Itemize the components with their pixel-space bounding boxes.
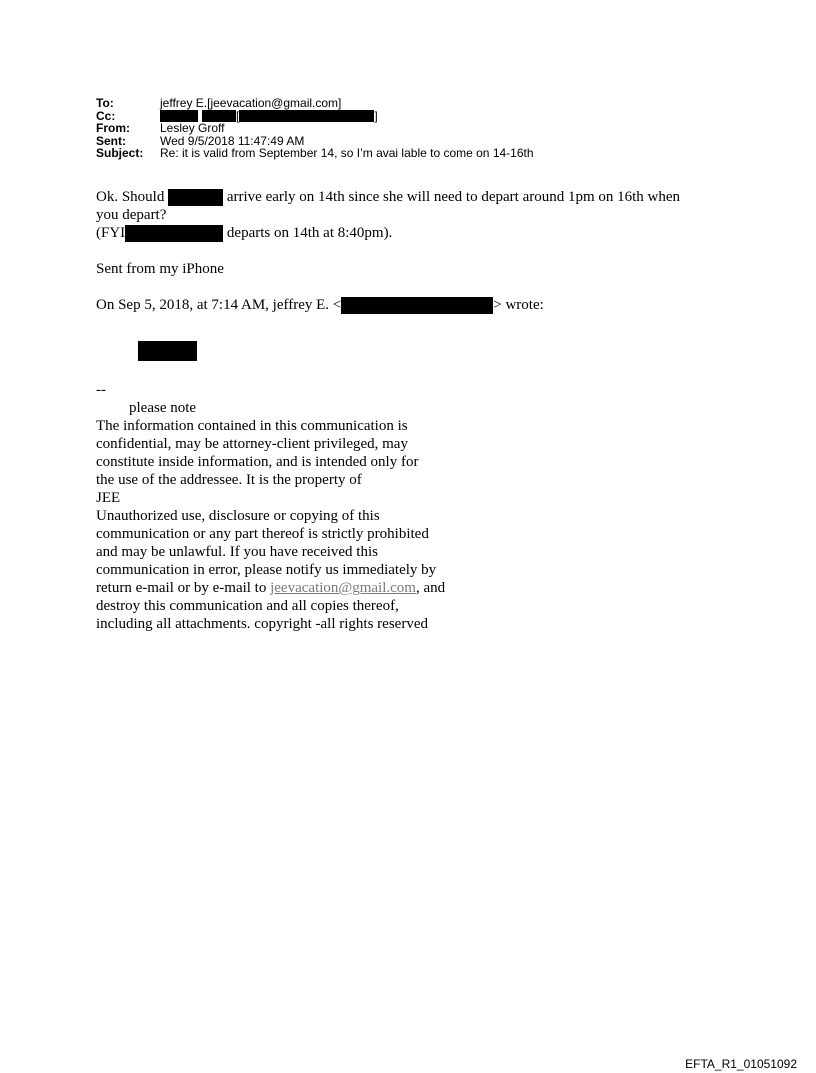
disclaimer-line: and may be unlawful. If you have received this	[96, 544, 378, 561]
redaction-bar	[168, 189, 223, 206]
body-text: On Sep 5, 2018, at 7:14 AM, jeffrey E. <	[96, 297, 342, 314]
subject-value: Re: it is valid from September 14, so I’m avai lable to come on 14-16th	[160, 146, 534, 160]
footer-dashes: --	[96, 382, 106, 399]
disclaimer-line: communication or any part thereof is strictly prohibited	[96, 526, 429, 543]
please-note: please note	[129, 400, 197, 417]
subject-label: Subject:	[96, 146, 144, 160]
email-link[interactable]: jeevacation@gmail.com	[270, 580, 416, 597]
to-value: jeffrey E.[jeevacation@gmail.com]	[160, 96, 342, 110]
from-label: From:	[96, 121, 130, 135]
disclaimer-line	[96, 579, 736, 597]
redaction-bar	[125, 225, 223, 242]
redaction-bar	[202, 110, 236, 122]
disclaimer-text: return e-mail or by e-mail to	[96, 580, 271, 597]
redaction-bar	[160, 110, 198, 122]
from-value: Lesley Groff	[160, 121, 225, 135]
cc-close-bracket: ]	[374, 108, 378, 123]
cc-label: Cc:	[96, 108, 116, 123]
body-text: departs on 14th at 8:40pm).	[226, 225, 393, 242]
redaction-bar	[138, 341, 197, 361]
email-header	[96, 97, 534, 160]
body-line-2: you depart?	[96, 207, 167, 224]
disclaimer-line: The information contained in this communication is	[96, 418, 408, 435]
sent-label: Sent:	[96, 133, 126, 148]
to-row	[96, 97, 534, 110]
body-line-3	[96, 224, 736, 242]
body-text: arrive early on 14th since she will need to depart around 1pm on 16th when	[226, 189, 681, 205]
body-text: > wrote:	[493, 297, 544, 314]
from-row	[96, 122, 534, 135]
quote-header	[96, 296, 736, 314]
body-text: (FYI	[96, 225, 126, 242]
email-body	[96, 188, 736, 633]
disclaimer-line: destroy this communication and all copies thereof,	[96, 598, 399, 615]
disclaimer-line: the use of the addressee. It is the property of	[96, 472, 362, 489]
redaction-bar	[239, 110, 374, 122]
sent-value: Wed 9/5/2018 11:47:49 AM	[160, 133, 305, 148]
to-label: To:	[96, 96, 114, 110]
disclaimer-line: JEE	[96, 490, 121, 507]
body-line-1	[96, 188, 736, 206]
disclaimer-text: , and	[415, 580, 446, 597]
disclaimer-line: confidential, may be attorney-client privileged, may	[96, 436, 408, 453]
cc-open-bracket: [	[236, 108, 240, 123]
disclaimer-line: including all attachments. copyright -all rights reserved	[96, 616, 428, 633]
disclaimer	[96, 417, 736, 633]
disclaimer-line: communication in error, please notify us immediately by	[96, 562, 437, 579]
redaction-bar	[341, 297, 493, 314]
disclaimer-line: Unauthorized use, disclosure or copying of this	[96, 508, 380, 525]
disclaimer-line: constitute inside information, and is intended only for	[96, 454, 419, 471]
document-id: EFTA_R1_01051092	[685, 1057, 797, 1071]
subject-row	[96, 147, 534, 160]
signature: Sent from my iPhone	[96, 261, 224, 278]
body-text: Ok. Should	[96, 189, 165, 205]
